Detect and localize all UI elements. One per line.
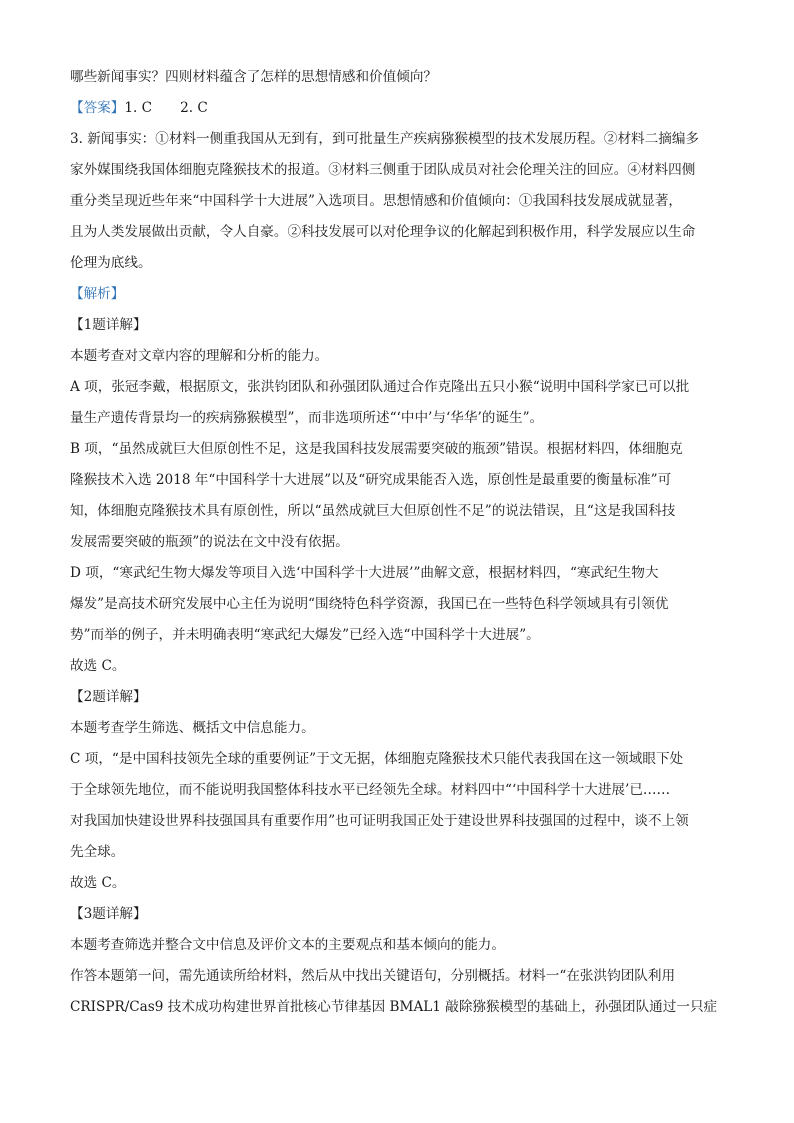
paragraph-line: C 项，“是中国科技领先全球的重要例证”于文无据，体细胞克隆猴技术只能代表我国在这一领域眼下处 xyxy=(70,751,684,767)
paragraph-line: 发展需要突破的瓶颈”的说法在文中没有依据。 xyxy=(70,534,349,550)
paragraph-line: 本题考查学生筛选、概括文中信息能力。 xyxy=(70,720,315,736)
q2-explanation xyxy=(70,713,720,899)
paragraph-line: 本题考查筛选并整合文中信息及评价文本的主要观点和基本倾向的能力。 xyxy=(70,937,505,953)
answer-1: 1. C xyxy=(124,100,153,116)
paragraph-line: 且为人类发展做出贡献，令人自豪。②科技发展可以对伦理争议的化解起到积极作用，科学发展应以生命 xyxy=(70,224,696,240)
paragraph-line: 家外媒围绕我国体细胞克隆猴技术的报道。③材料三侧重于团队成员对社会伦理关注的回应。④材料四侧 xyxy=(70,162,696,178)
paragraph-line: B 项，“虽然成就巨大但原创性不足，这是我国科技发展需要突破的瓶颈”错误。根据材料四，体细胞克 xyxy=(70,441,683,457)
document-page xyxy=(70,62,720,1023)
paragraph-line: 故选 C。 xyxy=(70,875,126,891)
paragraph-line: 3. 新闻事实：①材料一侧重我国从无到有，到可批量生产疾病猕猴模型的技术发展历程。②材料二摘编多 xyxy=(70,131,700,147)
answer-line xyxy=(70,93,720,124)
q1-heading: 【1题详解】 xyxy=(70,317,147,333)
paragraph-line: 于全球领先地位，而不能说明我国整体科技水平已经领先全球。材料四中“‘中国科学十大进展’已…… xyxy=(70,782,671,798)
paragraph-line: 爆发”是高技术研究发展中心主任为说明“围绕特色科学资源，我国已在一些特色科学领域具有引领优 xyxy=(70,596,669,612)
answer-2: 2. C xyxy=(180,100,208,116)
paragraph-line: CRISPR/Cas9 技术成功构建世界首批核心节律基因 BMAL1 敲除猕猴模型的基础上，孙强团队通过一只症 xyxy=(70,999,718,1015)
analysis-label: 【解析】 xyxy=(70,286,125,302)
paragraph-line: 故选 C。 xyxy=(70,658,126,674)
paragraph-line: 知，体细胞克隆猴技术具有原创性，所以“虽然成就巨大但原创性不足”的说法错误，且“这是我国科技 xyxy=(70,503,676,519)
paragraph-line: 势”而举的例子，并未明确表明“寒武纪大爆发”已经入选“中国科学十大进展”。 xyxy=(70,627,540,643)
paragraph-line: 量生产遗传背景均一的疾病猕猴模型”，而非选项所述“‘中中’与‘华华’的诞生”。 xyxy=(70,410,544,426)
paragraph-line: A 项，张冠李戴，根据原文，张洪钧团队和孙强团队通过合作克隆出五只小猴“说明中国科学家已可以批 xyxy=(70,379,690,395)
paragraph-line: 伦理为底线。 xyxy=(70,255,152,271)
q2-heading: 【2题详解】 xyxy=(70,689,147,705)
paragraph-line: 本题考查对文章内容的理解和分析的能力。 xyxy=(70,348,329,364)
paragraph-line: 对我国加快建设世界科技强国具有重要作用”也可证明我国正处于建设世界科技强国的过程中，谈不上领 xyxy=(70,813,689,829)
q1-explanation xyxy=(70,341,720,682)
q3-heading: 【3题详解】 xyxy=(70,906,147,922)
paragraph-line: 作答本题第一问，需先通读所给材料，然后从中找出关键语句，分别概括。材料一“在张洪钧团队利用 xyxy=(70,968,676,984)
paragraph-line: 重分类呈现近些年来“中国科学十大进展”入选项目。思想情感和价值倾向：①我国科技发展成就显著， xyxy=(70,193,683,209)
answer-label: 【答案】 xyxy=(70,100,125,116)
question-intro: 哪些新闻事实？四则材料蕴含了怎样的思想情感和价值倾向？ xyxy=(70,69,438,85)
paragraph-line: 隆猴技术入选 2018 年“中国科学十大进展”以及“研究成果能否入选，原创性是最重要的衡量标准”可 xyxy=(70,472,672,488)
paragraph-line: D 项，“寒武纪生物大爆发等项目入选‘中国科学十大进展’”曲解文意，根据材料四，“寒武纪生物大 xyxy=(70,565,659,581)
q3-explanation xyxy=(70,930,720,1023)
answer-3-paragraph xyxy=(70,124,720,279)
paragraph-line: 先全球。 xyxy=(70,844,125,860)
